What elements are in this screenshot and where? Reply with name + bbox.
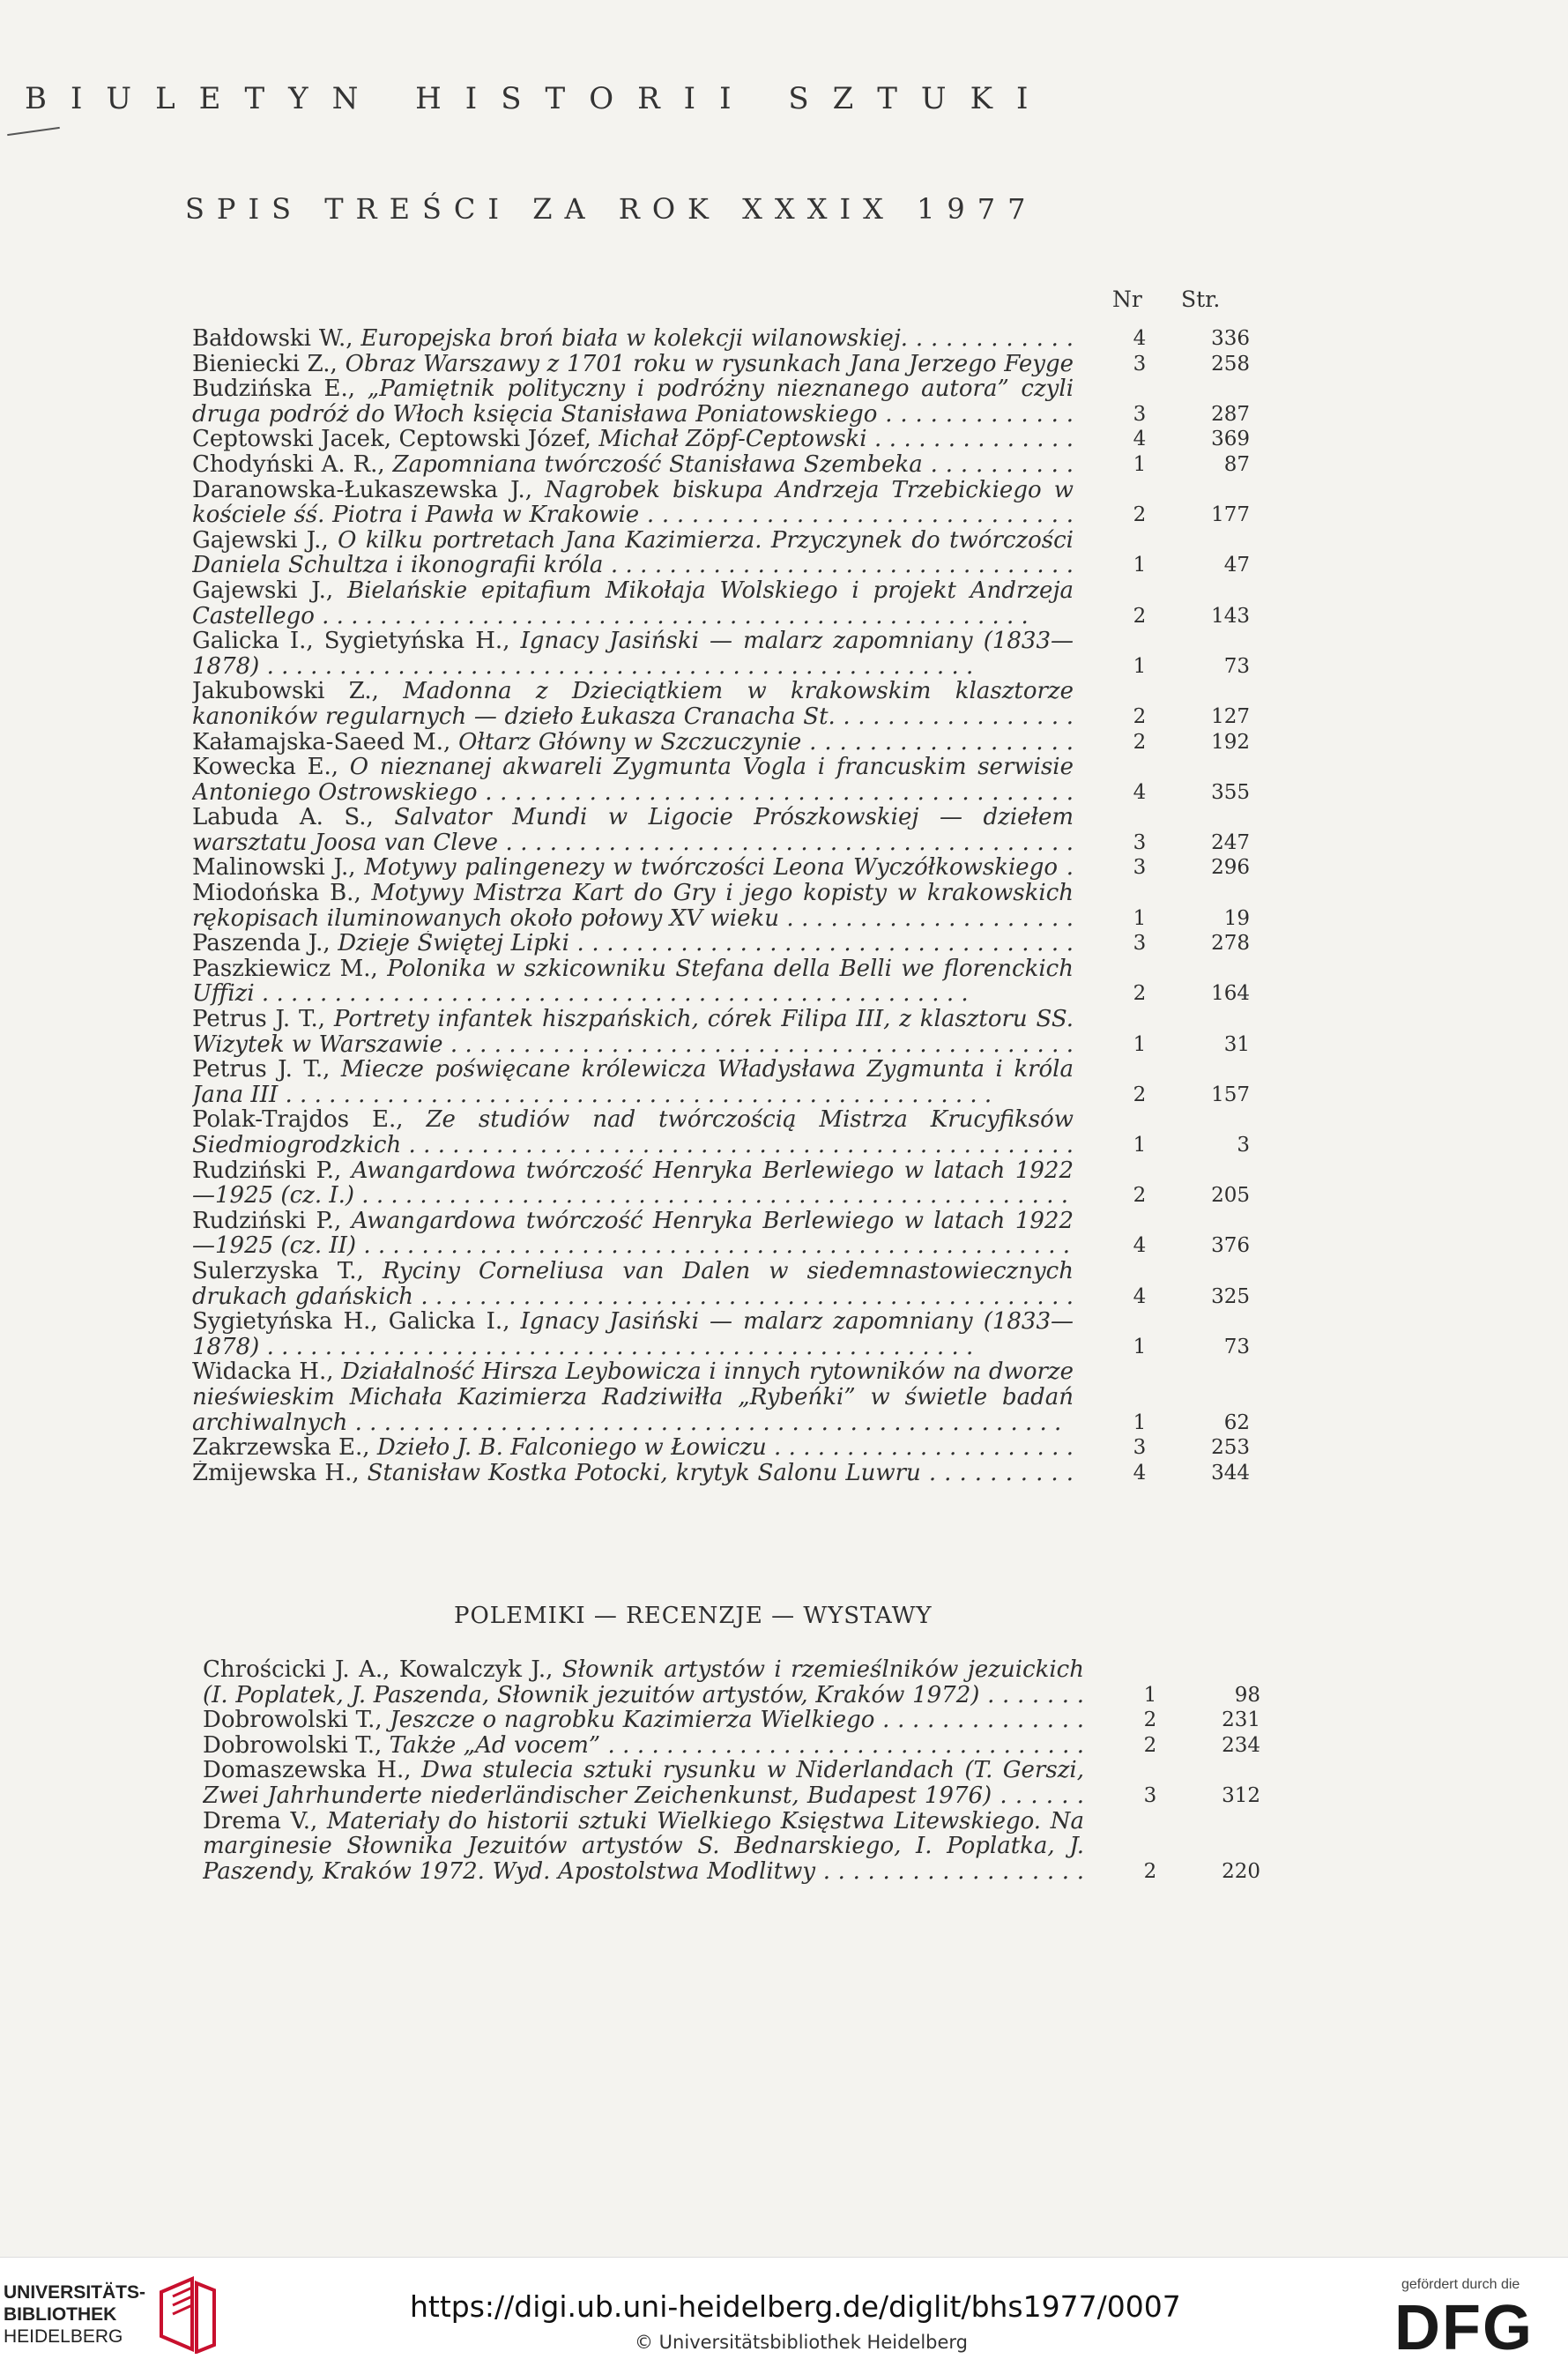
entry-issue-number: 2: [1133, 1184, 1147, 1208]
entry-page-number: 31: [1223, 1032, 1250, 1056]
toc-entry: [192, 1057, 1285, 1107]
entry-text: [192, 629, 1074, 679]
entry-page-number: 376: [1211, 1234, 1250, 1258]
entry-title: Obraz Warszawy z 1701 roku w rysunkach Jana Jerzego Feyge . . .: [192, 352, 1074, 377]
entry-issue-number: 3: [1143, 1783, 1157, 1807]
entry-text: [192, 881, 1074, 931]
entry-issue-number: 3: [1133, 932, 1147, 956]
toc-entry: [203, 1657, 1296, 1708]
entry-issue-number: 3: [1133, 856, 1147, 880]
entry-issue-number: 2: [1133, 1083, 1147, 1106]
toc-entry: [192, 805, 1285, 855]
entry-issue-number: 1: [1133, 1134, 1147, 1157]
entry-title: Polonika w szkicowniku Stefana della Belli we florenckich Uffizi . . .: [192, 956, 1074, 1007]
entry-author: Polak-Trajdos E.,: [192, 1107, 427, 1134]
entry-title: Awangardowa twórczość Henryka Berlewiego w latach 1922—1925 (cz. II) . . .: [192, 1209, 1074, 1259]
toc-entry: [192, 528, 1285, 578]
entry-issue-number: 4: [1133, 1284, 1147, 1308]
toc-entry: [192, 1158, 1285, 1209]
entry-text: [192, 805, 1074, 855]
entry-title: Motywy Mistrza Kart do Gry i jego kopisty w krakowskich rękopisach iluminowanych około połowy XV wieku . . .: [192, 881, 1074, 931]
toc-entry: [192, 1209, 1285, 1259]
entry-author: Labuda A. S.,: [192, 805, 395, 831]
entry-page-number: 325: [1211, 1284, 1250, 1308]
entry-author: Sulerzyska T.,: [192, 1258, 383, 1284]
toc-entry: [192, 855, 1285, 881]
entry-page-number: 164: [1211, 982, 1250, 1006]
entry-issue-number: 2: [1133, 982, 1147, 1006]
entry-author: Sygietyńska H., Galicka I.,: [192, 1309, 521, 1336]
entry-text: [203, 1758, 1084, 1808]
entry-title: Motywy palingenezy w twórczości Leona Wyczółkowskiego . . .: [192, 855, 1074, 881]
entry-page-number: 87: [1223, 452, 1250, 476]
entry-author: Paszkiewicz M.,: [192, 956, 388, 982]
entry-author: Galicka I., Sygietyńska H.,: [192, 629, 521, 655]
entry-author: Zakrzewska E.,: [192, 1435, 377, 1461]
entry-text: [192, 1435, 1074, 1461]
entry-title: Ignacy Jasiński — malarz zapomniany (1833—1878) . . .: [192, 1309, 1074, 1359]
entry-author: Malinowski J.,: [192, 855, 365, 882]
entry-issue-number: 2: [1133, 730, 1147, 754]
toc-entry: [192, 478, 1285, 528]
entry-author: Bałdowski W.,: [192, 326, 361, 352]
entry-page-number: 355: [1211, 780, 1250, 804]
entry-text: [192, 931, 1074, 956]
entry-text: [192, 326, 1074, 352]
entry-author: Chodyński A. R.,: [192, 451, 393, 478]
toc-entry: [192, 956, 1285, 1007]
entry-author: Budzińska E.,: [192, 376, 368, 403]
entry-text: [192, 352, 1074, 377]
copyright-note: © Universitätsbibliothek Heidelberg: [635, 2332, 969, 2353]
entry-issue-number: 1: [1133, 654, 1147, 678]
entry-text: [192, 1107, 1074, 1157]
entry-title: Działalność Hirsza Leybowicza i innych rytowników na dworze nieświeskim Michała Kazimierza Radziwiłła „Rybeńki” w świetle badań archiwalnych . . .: [192, 1359, 1074, 1435]
entry-title: Jeszcze o nagrobku Kazimierza Wielkiego . . .: [203, 1708, 1084, 1733]
entry-text: [203, 1809, 1084, 1885]
entry-issue-number: 2: [1143, 1733, 1157, 1757]
toc-entry: [192, 376, 1285, 427]
contents-list: [192, 326, 1285, 1485]
entry-text: [192, 730, 1074, 755]
entry-issue-number: 4: [1133, 1461, 1147, 1485]
entry-author: Bieniecki Z.,: [192, 351, 346, 377]
entry-title: Europejska broń biała w kolekcji wilanowskiej. . . .: [192, 326, 1074, 352]
toc-entry: [192, 881, 1285, 931]
entry-page-number: 344: [1211, 1461, 1250, 1485]
entry-page-number: 253: [1211, 1436, 1250, 1460]
entry-title: Materiały do historii sztuki Wielkiego Księstwa Litewskiego. Na marginesie Słownika Jezuitów artystów S. Bednarskiego, I. Poplatka, J. Paszendy, Kraków 1972. Wyd. Apostolstwa Modlitwy . . .: [203, 1809, 1084, 1885]
toc-entry: [203, 1758, 1296, 1808]
contents-title: SPIS TREŚCI ZA ROK XXXIX 1977: [185, 192, 1038, 226]
entry-author: Gajewski J.,: [192, 577, 347, 604]
entry-page-number: 247: [1211, 830, 1250, 854]
entry-issue-number: 3: [1133, 402, 1147, 426]
toc-entry: [192, 452, 1285, 478]
toc-entry: [192, 1435, 1285, 1461]
entry-issue-number: 1: [1143, 1683, 1157, 1707]
entry-text: [192, 427, 1074, 452]
entry-page-number: 296: [1211, 856, 1250, 880]
entry-page-number: 62: [1223, 1410, 1250, 1434]
entry-text: [192, 1158, 1074, 1209]
entry-text: [192, 478, 1074, 528]
entry-author: Miodońska B.,: [192, 881, 372, 907]
column-headers: [1112, 287, 1271, 312]
library-name-2: BIBLIOTHEK: [4, 2304, 117, 2325]
entry-title: Słownik artystów i rzemieślników jezuickich (I. Poplatek, J. Paszenda, Słownik jezuitów artystów, Kraków 1972) . . .: [203, 1657, 1084, 1708]
toc-entry: [192, 755, 1285, 805]
entry-text: [192, 1007, 1074, 1057]
toc-entry: [192, 427, 1285, 452]
entry-title: Salvator Mundi w Ligocie Prószkowskiej — dziełem warsztatu Joosa van Cleve . . .: [192, 805, 1074, 855]
entry-text: [192, 578, 1074, 629]
entry-author: Gajewski J.,: [192, 527, 338, 554]
entry-title: O kilku portretach Jana Kazimierza. Przyczynek do twórczości Daniela Schultza i ikonografii króla . . .: [192, 528, 1074, 578]
entry-title: Madonna z Dzieciątkiem w krakowskim klasztorze kanoników regularnych — dzieło Łukasza Cranacha St. . . .: [192, 679, 1074, 729]
entry-text: [192, 1359, 1074, 1435]
entry-text: [192, 1259, 1074, 1309]
entry-author: Kowecka E.,: [192, 755, 350, 781]
section-heading: POLEMIKI — RECENZJE — WYSTAWY: [454, 1603, 933, 1629]
entry-author: Chrościcki J. A., Kowalczyk J.,: [203, 1657, 562, 1683]
entry-issue-number: 2: [1143, 1708, 1157, 1732]
entry-title: Ołtarz Główny w Szczuczynie . . .: [192, 730, 1074, 755]
entry-author: Petrus J. T.,: [192, 1007, 334, 1033]
toc-entry: [192, 1007, 1285, 1057]
entry-title: „Pamiętnik polityczny i podróżny nieznanego autora” czyli druga podróż do Włoch księcia Stanisława Poniatowskiego . . .: [192, 376, 1074, 427]
entry-title: Bielańskie epitafium Mikołaja Wolskiego i projekt Andrzeja Castellego . . .: [192, 578, 1074, 629]
entry-title: O nieznanej akwareli Zygmunta Vogla i francuskim serwisie Antoniego Ostrowskiego . . .: [192, 755, 1074, 805]
entry-page-number: 157: [1211, 1083, 1250, 1106]
entry-author: Widacka H.,: [192, 1359, 342, 1386]
entry-issue-number: 2: [1133, 704, 1147, 728]
entry-page-number: 369: [1211, 428, 1250, 451]
entry-author: Dobrowolski T.,: [203, 1732, 390, 1759]
entry-author: Paszenda J.,: [192, 931, 338, 956]
library-name-1: UNIVERSITÄTS-: [4, 2282, 146, 2303]
entry-title: Dwa stulecia sztuki rysunku w Niderlandach (T. Gerszi, Zwei Jahrhunderte niederländischer Zeichenkunst, Budapest 1976) . . .: [203, 1758, 1084, 1808]
entry-title: Ignacy Jasiński — malarz zapomniany (1833—1878) . . .: [192, 629, 1074, 679]
entry-title: Stanisław Kostka Potocki, krytyk Salonu Luwru . . .: [192, 1461, 1074, 1486]
entry-text: [203, 1708, 1084, 1733]
entry-author: Żmijewska H.,: [192, 1460, 368, 1486]
entry-issue-number: 2: [1143, 1859, 1157, 1883]
library-name-3: HEIDELBERG: [4, 2326, 123, 2347]
toc-entry: [192, 578, 1285, 629]
entry-author: Rudziński P.,: [192, 1208, 352, 1234]
entry-issue-number: 1: [1133, 1410, 1147, 1434]
toc-entry: [192, 730, 1285, 755]
entry-issue-number: 1: [1133, 452, 1147, 476]
entry-text: [203, 1657, 1084, 1708]
entry-author: Rudziński P.,: [192, 1157, 352, 1184]
entry-page-number: 73: [1223, 1335, 1250, 1358]
entry-author: Ceptowski Jacek, Ceptowski Józef,: [192, 427, 599, 452]
entry-page-number: 336: [1211, 327, 1250, 350]
entry-page-number: 19: [1223, 906, 1250, 930]
entry-page-number: 231: [1222, 1708, 1260, 1732]
entry-text: [192, 376, 1074, 427]
entry-issue-number: 3: [1133, 352, 1147, 376]
entry-issue-number: 4: [1133, 780, 1147, 804]
entry-issue-number: 3: [1133, 830, 1147, 854]
entry-page-number: 278: [1211, 932, 1250, 956]
entry-title: Zapomniana twórczość Stanisława Szembeka . . .: [192, 452, 1074, 478]
toc-entry: [192, 1309, 1285, 1359]
entry-text: [192, 1309, 1074, 1359]
journal-title: BIULETYN HISTORII SZTUKI: [25, 81, 1052, 116]
entry-page-number: 234: [1222, 1733, 1260, 1757]
entry-author: Petrus J. T.,: [192, 1057, 341, 1083]
entry-author: Daranowska-Łukaszewska J.,: [192, 477, 546, 503]
toc-entry: [192, 1259, 1285, 1309]
library-mark-icon: [157, 2274, 219, 2354]
entry-author: Drema V.,: [203, 1808, 327, 1834]
nr-header: Nr: [1112, 287, 1142, 312]
entry-issue-number: 3: [1133, 1436, 1147, 1460]
entry-page-number: 205: [1211, 1184, 1250, 1208]
entry-title: Dzieje Świętej Lipki . . .: [192, 931, 1074, 956]
entry-title: Michał Zöpf-Ceptowski . . .: [192, 427, 1074, 452]
sponsor-note: gefördert durch die: [1401, 2277, 1520, 2292]
entry-page-number: 127: [1211, 704, 1250, 728]
entry-issue-number: 1: [1133, 554, 1147, 577]
entry-text: [203, 1733, 1084, 1759]
toc-entry: [203, 1708, 1296, 1733]
entry-title: Także „Ad vocem” . . .: [203, 1733, 1084, 1759]
entry-page-number: 258: [1211, 352, 1250, 376]
permalink-url[interactable]: https://digi.ub.uni-heidelberg.de/diglit/bhs1977/0007: [410, 2289, 1181, 2324]
entry-page-number: 73: [1223, 654, 1250, 678]
entry-issue-number: 4: [1133, 428, 1147, 451]
entry-issue-number: 4: [1133, 1234, 1147, 1258]
toc-entry: [192, 679, 1285, 729]
entry-page-number: 3: [1237, 1134, 1250, 1157]
entry-text: [192, 1461, 1074, 1486]
entry-issue-number: 1: [1133, 906, 1147, 930]
entry-text: [192, 1209, 1074, 1259]
entry-issue-number: 1: [1133, 1335, 1147, 1358]
entry-page-number: 98: [1234, 1683, 1260, 1707]
entry-page-number: 312: [1222, 1783, 1260, 1807]
entry-title: Ze studiów nad twórczością Mistrza Krucyfiksów Siedmiogrodzkich . . .: [192, 1107, 1074, 1157]
toc-entry: [203, 1809, 1296, 1885]
entry-title: Ryciny Corneliusa van Dalen w siedemnastowiecznych drukach gdańskich . . .: [192, 1259, 1074, 1309]
polemiki-list: [203, 1657, 1296, 1884]
toc-entry: [192, 352, 1285, 377]
entry-text: [192, 956, 1074, 1007]
entry-author: Domaszewska H.,: [203, 1758, 422, 1784]
entry-text: [192, 528, 1074, 578]
toc-entry: [192, 931, 1285, 956]
entry-text: [192, 679, 1074, 729]
entry-page-number: 192: [1211, 730, 1250, 754]
entry-page-number: 220: [1222, 1859, 1260, 1883]
toc-entry: [192, 1461, 1285, 1486]
entry-text: [192, 855, 1074, 881]
str-header: Str.: [1180, 287, 1221, 312]
entry-title: Nagrobek biskupa Andrzeja Trzebickiego w kościele śś. Piotra i Pawła w Krakowie . . .: [192, 478, 1074, 528]
toc-entry: [203, 1733, 1296, 1759]
entry-author: Jakubowski Z.,: [192, 679, 404, 705]
toc-entry: [192, 1359, 1285, 1435]
toc-entry: [192, 629, 1285, 679]
entry-title: Portrety infantek hiszpańskich, córek Filipa III, z klasztoru SS. Wizytek w Warszawie . . .: [192, 1007, 1074, 1057]
title-swash: [7, 127, 60, 136]
entry-page-number: 143: [1211, 604, 1250, 628]
entry-issue-number: 4: [1133, 327, 1147, 350]
entry-text: [192, 1057, 1074, 1107]
dfg-logo[interactable]: DFG: [1394, 2293, 1534, 2363]
entry-page-number: 47: [1223, 554, 1250, 577]
entry-author: Dobrowolski T.,: [203, 1708, 390, 1733]
toc-entry: [192, 326, 1285, 352]
entry-text: [192, 452, 1074, 478]
entry-text: [192, 755, 1074, 805]
entry-author: Kałamajska-Saeed M.,: [192, 729, 459, 755]
entry-issue-number: 1: [1133, 1032, 1147, 1056]
entry-title: Miecze poświęcane królewicza Władysława Zygmunta i króla Jana III . . .: [192, 1057, 1074, 1107]
entry-title: Awangardowa twórczość Henryka Berlewiego w latach 1922—1925 (cz. I.) . . .: [192, 1158, 1074, 1209]
entry-issue-number: 2: [1133, 503, 1147, 527]
entry-title: Dzieło J. B. Falconiego w Łowiczu . . .: [192, 1435, 1074, 1461]
entry-page-number: 287: [1211, 402, 1250, 426]
toc-entry: [192, 1107, 1285, 1157]
entry-issue-number: 2: [1133, 604, 1147, 628]
entry-page-number: 177: [1211, 503, 1250, 527]
